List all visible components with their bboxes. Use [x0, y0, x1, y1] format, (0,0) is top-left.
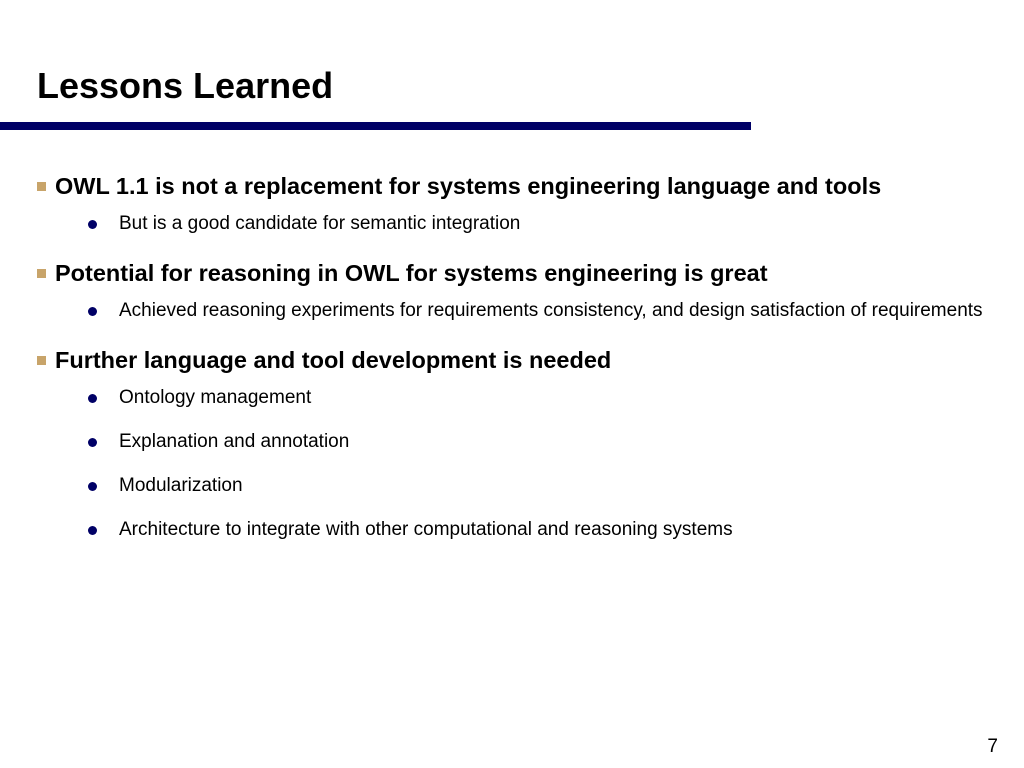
sub-point-list [37, 210, 992, 237]
page-number: 7 [987, 736, 998, 757]
round-bullet-icon [88, 307, 97, 316]
main-point-1 [37, 168, 992, 237]
square-bullet-icon [37, 182, 46, 191]
sub-point [37, 384, 992, 411]
main-point-text: Potential for reasoning in OWL for systems engineering is great [55, 260, 768, 286]
square-bullet-icon [37, 269, 46, 278]
sub-point [37, 428, 992, 455]
sub-point-text: Explanation and annotation [119, 431, 350, 452]
round-bullet-icon [88, 526, 97, 535]
sub-point-text: But is a good candidate for semantic integration [119, 213, 521, 234]
sub-point-list [37, 384, 992, 543]
round-bullet-icon [88, 220, 97, 229]
main-point-2 [37, 255, 992, 324]
sub-point-text: Modularization [119, 475, 243, 496]
sub-point [37, 516, 992, 543]
sub-point [37, 210, 992, 237]
main-point-text: Further language and tool development is needed [55, 347, 612, 373]
sub-point [37, 472, 992, 499]
slide-title: Lessons Learned [37, 65, 334, 106]
sub-point [37, 297, 992, 324]
round-bullet-icon [88, 394, 97, 403]
round-bullet-icon [88, 482, 97, 491]
sub-point-text: Achieved reasoning experiments for requirements consistency, and design satisfaction of requirements [119, 300, 983, 321]
main-point-text: OWL 1.1 is not a replacement for systems engineering language and tools [55, 173, 882, 199]
square-bullet-icon [37, 356, 46, 365]
main-point-3 [37, 342, 992, 543]
sub-point-text: Architecture to integrate with other computational and reasoning systems [119, 519, 733, 540]
sub-point-text: Ontology management [119, 387, 312, 408]
sub-point-list [37, 297, 992, 324]
round-bullet-icon [88, 438, 97, 447]
title-underline [0, 122, 751, 130]
slide-content [37, 168, 992, 561]
